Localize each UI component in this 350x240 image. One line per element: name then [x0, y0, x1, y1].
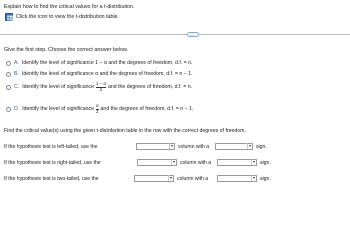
section-divider: [0, 34, 350, 35]
chevron-down-icon: ▼: [252, 160, 256, 164]
radio-b[interactable]: [6, 72, 11, 77]
row-middle-text: column with a: [178, 144, 210, 150]
instruction-text: Give the first step. Choose the correct answer below.: [4, 47, 128, 53]
row-label-right-tailed: If the hypothesis test is right-tailed, use the: [4, 160, 101, 166]
row-end-text: sign.: [256, 144, 267, 150]
row-end-text: sign.: [260, 176, 271, 182]
option-text-before: Identify the level of significance: [22, 84, 94, 91]
option-text: Identify the level of significance α and the degrees of freedom, d.f. = n − 1.: [21, 71, 193, 77]
radio-a[interactable]: [6, 61, 11, 66]
radio-d[interactable]: [6, 107, 11, 112]
chevron-down-icon: ▼: [252, 176, 256, 180]
fraction-denominator: 2: [99, 86, 103, 92]
sign-select-two-tailed[interactable]: [217, 175, 257, 182]
option-text-after: and the degrees of freedom, d.f. = n − 1.: [100, 106, 194, 113]
row-middle-text: column with a: [177, 176, 209, 182]
option-letter: D.: [14, 106, 20, 113]
chevron-down-icon: ▼: [170, 144, 174, 148]
table-link[interactable]: Click the icon to view the t-distribution table.: [16, 14, 120, 20]
row-label-left-tailed: If the hypothesis test is left-tailed, use the: [4, 144, 98, 150]
chevron-down-icon: ▼: [172, 160, 176, 164]
sign-select-left-tailed[interactable]: [215, 143, 253, 150]
option-b[interactable]: [6, 71, 192, 77]
option-text-before: Identify the level of significance: [22, 106, 94, 113]
tail-select-right-tailed[interactable]: [137, 159, 177, 166]
fraction-numerator: α: [96, 103, 99, 108]
option-a[interactable]: [6, 60, 192, 66]
fraction-numerator: 1 − α: [96, 81, 106, 86]
option-letter: A.: [14, 60, 19, 66]
option-text-after: and the degrees of freedom, d.f. = n.: [107, 84, 193, 91]
table-icon[interactable]: [5, 13, 13, 21]
tail-select-two-tailed[interactable]: [134, 175, 174, 182]
row-middle-text: column with a: [180, 160, 212, 166]
option-letter: B.: [14, 71, 19, 77]
fraction: [96, 104, 100, 114]
option-letter: C.: [14, 84, 20, 91]
option-c[interactable]: [6, 82, 192, 92]
row-end-text: sign.: [260, 160, 271, 166]
row-label-two-tailed: If the hypothesis test is two-tailed, use the: [4, 176, 99, 182]
chevron-down-icon: ▼: [248, 144, 252, 148]
fraction: [96, 82, 107, 92]
ellipsis-icon: •••: [190, 33, 195, 37]
find-instruction: Find the critical value(s) using the given t-distribution table in the row with the correct degrees of freedom.: [4, 128, 246, 134]
sign-select-right-tailed[interactable]: [217, 159, 257, 166]
chevron-down-icon: ▼: [169, 176, 173, 180]
more-options-button[interactable]: [187, 32, 199, 37]
tail-select-left-tailed[interactable]: [136, 143, 175, 150]
fraction-denominator: 2: [96, 108, 99, 114]
radio-c[interactable]: [6, 85, 11, 90]
option-d[interactable]: [6, 104, 193, 114]
option-text: Identify the level of significance 1 − α and the degrees of freedom, d.f. = n.: [21, 60, 193, 66]
question-title: Explain how to find the critical values for a t-distribution.: [4, 4, 135, 10]
